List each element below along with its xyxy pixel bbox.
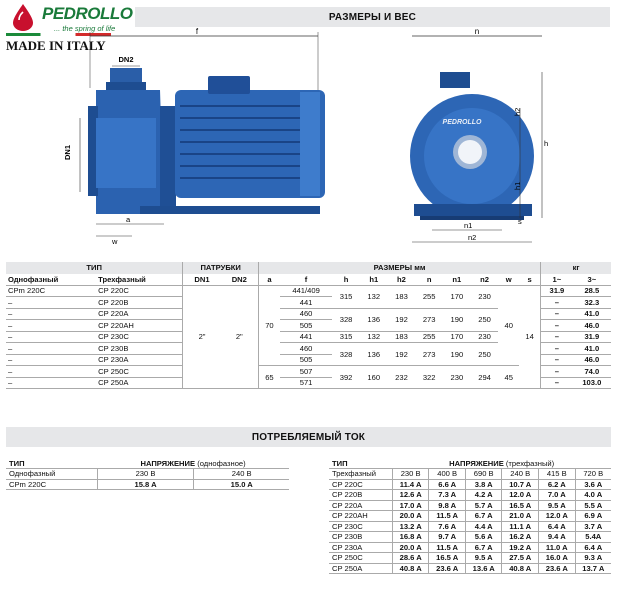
col-patrubki: ПАТРУБКИ	[183, 262, 259, 274]
table-row: CP 220AH 20.0 A 11.5 A 6.7 A 21.0 A 12.0 A 6.9 A	[329, 511, 611, 522]
table-row: CP 230C 13.2 A 7.6 A 4.4 A 11.1 A 6.4 A 3.7 A	[329, 521, 611, 532]
dn2-value: 2"	[221, 285, 259, 389]
current-table-three-phase: ТИП НАПРЯЖЕНИЕ (трехфазный) Трехфазный 230 В 400 В 690 В 240 В 415 В 720 В CP 220C 11.4 A 6.6 A 3.8 A 10.7 A 6.2 A 3.6 A CP 220B 12.6 A 7.3 A 4.2 A 12.0 A 7.0 A 4.0 A CP 220A 17.0 A 9.8 A 5.7 A 16.5 A 9.5 A 5.5 A CP 220AH 20.0 A 11.5 A 6.7 A 21.0 A 12.0 A 6.9 A CP 230C 13.2 A 7.6 A 4.4 A 11.1 A 6.4 A 3.7 A CP 230B 16.8 A 9.7 A 5.6 A 16.2 A 9.4 A 5.4A CP 230A 20.0 A 11.5 A 6.7 A 19.2 A 11.0 A 6.4 A CP 250C 28.6 A 16.5 A 9.5 A 27.5 A 16.0 A 9.3 A CP 250A 40.8 A 23.6 A 13.6 A 40.8 A 23.6 A 13.7 A	[329, 458, 611, 574]
label-h2: h2	[513, 107, 522, 116]
col-dn2: DN2	[221, 274, 259, 286]
table-row: CP 230B 16.8 A 9.7 A 5.6 A 16.2 A 9.4 A 5.4A	[329, 532, 611, 543]
table-row: CP 250A 40.8 A 23.6 A 13.6 A 40.8 A 23.6 A 13.7 A	[329, 563, 611, 574]
brand-name: PEDROLLO	[42, 4, 133, 23]
table-row: – CP 220B 441 – 32.3	[6, 297, 611, 309]
col-h2: h2	[397, 274, 406, 284]
label-w: w	[112, 237, 118, 246]
pump-side-drawing	[60, 28, 330, 256]
col-kg: кг	[572, 263, 580, 273]
pump-logo: PEDROLLO	[442, 119, 482, 126]
col-n1: n1	[452, 274, 462, 284]
col-s: s	[519, 274, 541, 286]
col-w: w	[505, 274, 512, 284]
col-n: n	[426, 274, 432, 284]
col-kg1: 1~	[552, 274, 562, 284]
col-h1: h1	[369, 274, 379, 284]
table-row: – CP 220AH 505 – 46.0	[6, 320, 611, 332]
section-title-current: ПОТРЕБЛЯЕМЫЙ ТОК	[6, 427, 611, 447]
label-n2: n2	[468, 233, 477, 242]
col-tri: Трехфазный	[96, 274, 183, 286]
table-row: CP 230A 20.0 A 11.5 A 6.7 A 19.2 A 11.0 A 6.4 A	[329, 542, 611, 553]
label-h: h	[544, 139, 549, 148]
label-dn1: DN1	[63, 144, 72, 160]
table-row: CP 220A 17.0 A 9.8 A 5.7 A 16.5 A 9.5 A 5.5 A	[329, 500, 611, 511]
col-n2: n2	[480, 274, 489, 284]
label-n1: n1	[464, 221, 473, 230]
table-row: – CP 230C 441 315 132 183 255 170 230 – 31.9	[6, 331, 611, 343]
label-n: n	[474, 28, 480, 36]
table-row: CP 220C 11.4 A 6.6 A 3.8 A 10.7 A 6.2 A 3.6 A	[329, 479, 611, 490]
col-odno: Однофазный	[8, 274, 59, 284]
table-row: – CP 230B 460 328 136 192 273 190 250 – 41.0	[6, 343, 611, 355]
label-h1: h1	[513, 181, 522, 190]
current-table-single-phase: ТИП НАПРЯЖЕНИЕ (однофазное) Однофазный 230 В 240 В CPm 220C 15.8 A 15.0 A	[6, 458, 289, 490]
col-dn1: DN1	[194, 274, 210, 284]
table-row: – CP 250A 571 – 103.0	[6, 377, 611, 389]
brand-tagline: ... the spring of life	[54, 24, 116, 33]
table-row: CPm 220C CP 220C 2" 2" 70 441/409 315 132 183 255 170 230 40 14 31.9 28.5	[6, 285, 611, 297]
label-dn2: DN2	[118, 55, 134, 64]
drop-icon	[8, 2, 38, 32]
table-row: – CP 250C 65 507 392 160 232 322 230 294 45 – 74.0	[6, 366, 611, 378]
table-row: CP 220B 12.6 A 7.3 A 4.2 A 12.0 A 7.0 A 4.0 A	[329, 490, 611, 501]
table-row: – CP 230A 505 – 46.0	[6, 354, 611, 366]
table-row: CPm 220C 15.8 A 15.0 A	[6, 479, 289, 490]
pump-front-drawing	[392, 28, 562, 256]
dimensions-table	[6, 262, 611, 389]
table-row: – CP 220A 460 328 136 192 273 190 250 – 41.0	[6, 308, 611, 320]
made-in-italy: MADE IN ITALY	[6, 38, 106, 53]
col-kg3: 3~	[587, 274, 597, 284]
label-f: f	[195, 28, 199, 36]
col-tip: ТИП	[6, 262, 183, 274]
col-h: h	[343, 274, 349, 284]
col-razmery: РАЗМЕРЫ мм	[258, 262, 540, 274]
label-s: s	[518, 217, 522, 226]
section-title-dimensions: РАЗМЕРЫ И ВЕС	[135, 7, 610, 27]
col-f: f	[304, 274, 308, 284]
dn1-value: 2"	[198, 332, 206, 342]
table-row: CP 250C 28.6 A 16.5 A 9.5 A 27.5 A 16.0 A 9.3 A	[329, 553, 611, 564]
col-a: a	[267, 274, 272, 284]
label-a: a	[126, 215, 131, 224]
